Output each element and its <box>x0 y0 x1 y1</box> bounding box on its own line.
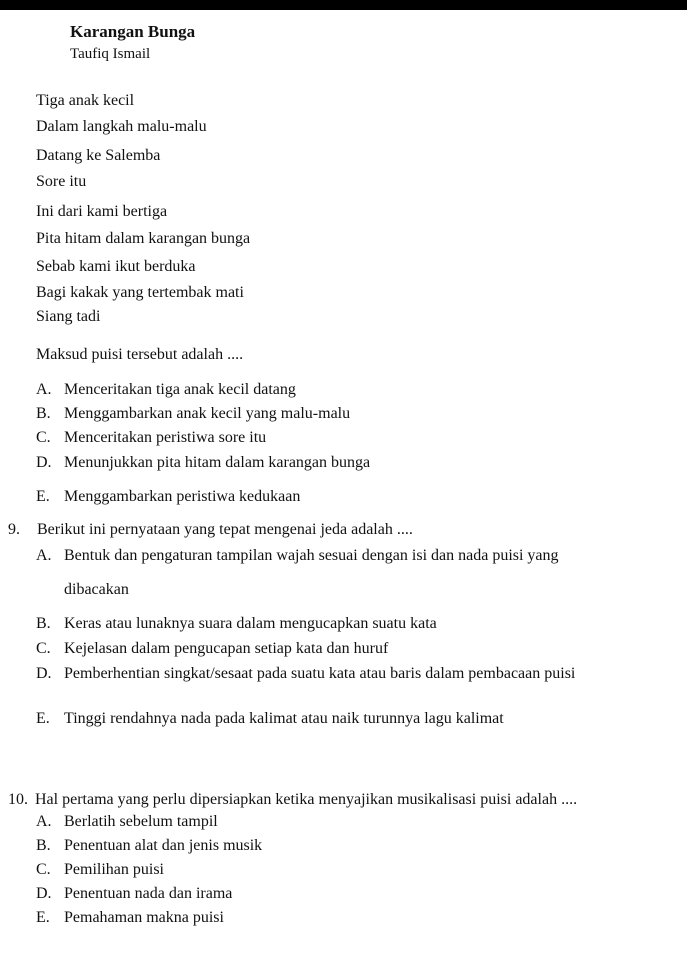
option-letter: A. <box>36 813 52 830</box>
question-9-text: Berikut ini pernyataan yang tepat mengenai jeda adalah .... <box>37 521 413 538</box>
option-letter: C. <box>36 429 51 446</box>
option-letter: A. <box>36 547 52 564</box>
q8-option-d: Menunjukkan pita hitam dalam karangan bunga <box>64 454 371 471</box>
q10-option-a: Berlatih sebelum tampil <box>64 813 218 830</box>
poem-line: Siang tadi <box>36 308 101 325</box>
option-letter: E. <box>36 488 50 505</box>
q9-option-c: Kejelasan dalam pengucapan setiap kata dan huruf <box>64 640 389 657</box>
q10-option-e: Pemahaman makna puisi <box>64 909 224 926</box>
question-10-text: Hal pertama yang perlu dipersiapkan ketika menyajikan musikalisasi puisi adalah .... <box>35 791 578 808</box>
q10-option-b: Penentuan alat dan jenis musik <box>64 837 263 854</box>
poem-line: Tiga anak kecil <box>36 92 135 109</box>
poem-line: Bagi kakak yang tertembak mati <box>36 284 244 301</box>
option-letter: D. <box>36 454 52 471</box>
poem-line: Dalam langkah malu-malu <box>36 118 207 135</box>
poem-line: Ini dari kami bertiga <box>36 203 168 220</box>
poem-author: Taufiq Ismail <box>70 46 151 62</box>
q8-option-c: Menceritakan peristiwa sore itu <box>64 429 267 446</box>
question-10-number: 10. <box>8 791 28 808</box>
option-letter: C. <box>36 640 51 657</box>
q9-option-d: Pemberhentian singkat/sesaat pada suatu kata atau baris dalam pembacaan puisi <box>64 665 576 682</box>
question-8-text: Maksud puisi tersebut adalah .... <box>36 346 244 363</box>
option-letter: D. <box>36 885 52 902</box>
q9-option-a-continued: dibacakan <box>64 581 129 598</box>
q8-option-a: Menceritakan tiga anak kecil datang <box>64 381 296 398</box>
option-letter: C. <box>36 861 51 878</box>
poem-line: Sore itu <box>36 173 87 190</box>
option-letter: D. <box>36 665 52 682</box>
top-black-bar <box>0 0 687 10</box>
option-letter: A. <box>36 381 52 398</box>
option-letter: E. <box>36 909 50 926</box>
q8-option-e: Menggambarkan peristiwa kedukaan <box>64 488 301 505</box>
question-9-number: 9. <box>8 521 20 538</box>
q10-option-c: Pemilihan puisi <box>64 861 164 878</box>
poem-line: Datang ke Salemba <box>36 147 161 164</box>
option-letter: E. <box>36 710 50 727</box>
poem-title: Karangan Bunga <box>70 22 196 41</box>
q9-option-e: Tinggi rendahnya nada pada kalimat atau naik turunnya lagu kalimat <box>64 710 504 727</box>
option-letter: B. <box>36 615 51 632</box>
q8-option-b: Menggambarkan anak kecil yang malu-malu <box>64 405 351 422</box>
option-letter: B. <box>36 405 51 422</box>
option-letter: B. <box>36 837 51 854</box>
poem-line: Sebab kami ikut berduka <box>36 258 196 275</box>
poem-line: Pita hitam dalam karangan bunga <box>36 230 251 247</box>
q9-option-b: Keras atau lunaknya suara dalam mengucapkan suatu kata <box>64 615 437 632</box>
q10-option-d: Penentuan nada dan irama <box>64 885 233 902</box>
q9-option-a: Bentuk dan pengaturan tampilan wajah sesuai dengan isi dan nada puisi yang <box>64 547 559 564</box>
